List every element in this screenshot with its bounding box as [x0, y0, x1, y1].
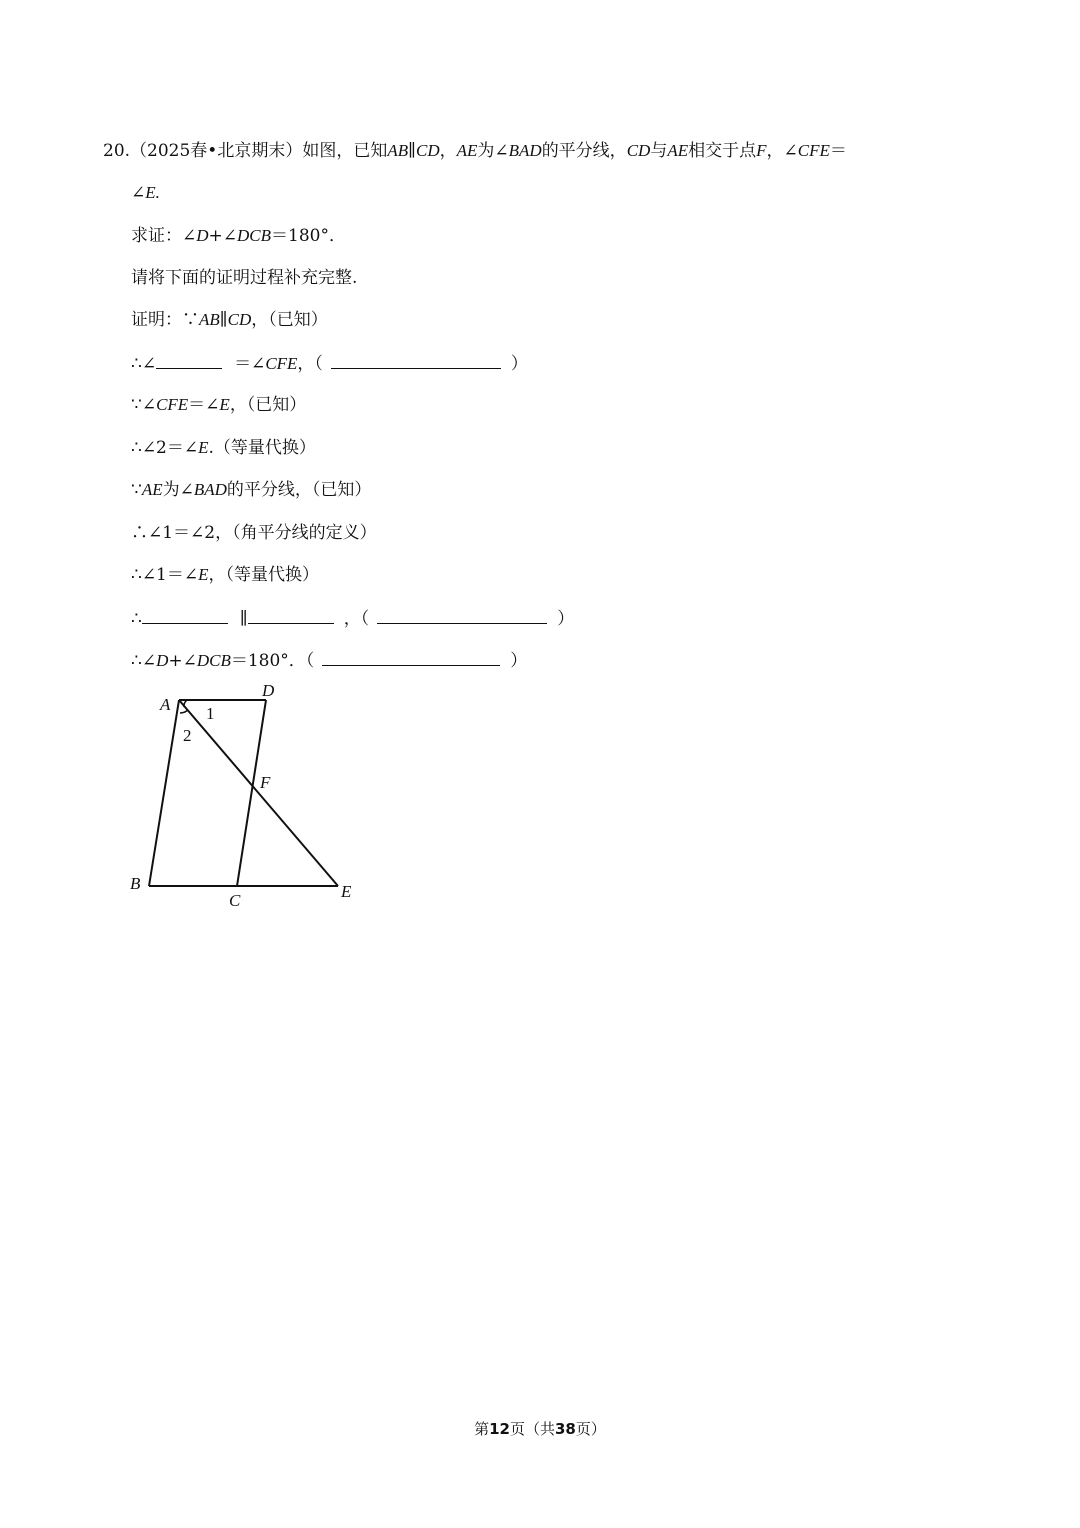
- text: ＝∠: [234, 354, 266, 374]
- text: +∠: [208, 226, 238, 246]
- total-pages: 38: [555, 1420, 576, 1438]
- angle-arc-2: [180, 710, 188, 713]
- text: ∴∠2＝∠: [131, 438, 199, 458]
- text: .（等量代换）: [208, 438, 316, 458]
- parallel-symbol: ∥: [239, 609, 248, 629]
- problem-source: （2025春•北京期末）: [130, 141, 303, 161]
- text: ＝180°．（: [230, 651, 315, 671]
- text: ∴∠: [131, 651, 157, 671]
- proof-line-2: [131, 351, 528, 376]
- text: 证明：∵: [131, 310, 199, 330]
- math: AE: [456, 141, 478, 160]
- text: +∠: [168, 651, 197, 671]
- math: AB: [387, 141, 409, 160]
- text: ）: [557, 609, 575, 629]
- label-angle-2: 2: [183, 726, 192, 745]
- answer-blank-line-2[interactable]: [248, 606, 334, 624]
- label-C: C: [229, 891, 241, 910]
- prove-statement: [131, 224, 346, 248]
- answer-blank-reason-2[interactable]: [377, 606, 547, 624]
- math: E: [219, 395, 230, 414]
- answer-blank-reason-1[interactable]: [331, 351, 501, 369]
- text: ＝: [829, 141, 847, 161]
- text: 如图，已知: [302, 141, 388, 161]
- text: 的平分线，（已知）: [226, 480, 372, 500]
- text: ，（已知）: [251, 310, 328, 330]
- page-number: 12: [489, 1420, 510, 1438]
- math: CFE: [156, 395, 189, 414]
- text: ，（等量代换）: [208, 565, 320, 585]
- text: 第: [474, 1420, 490, 1438]
- text: 为∠: [162, 480, 194, 500]
- text: ∵∠: [131, 395, 157, 415]
- page-footer: [0, 1418, 1080, 1439]
- text: ，（: [343, 609, 370, 629]
- instruction: 请将下面的证明过程补充完整.: [131, 268, 358, 288]
- math: E: [198, 565, 209, 584]
- proof-line-7: [131, 563, 319, 587]
- text: 为∠: [477, 141, 509, 161]
- label-D: D: [262, 681, 275, 700]
- text: ，: [439, 141, 457, 161]
- answer-blank-angle[interactable]: [156, 351, 222, 369]
- text: ，（已知）: [229, 395, 307, 415]
- label-B: B: [130, 874, 141, 893]
- problem-number: 20.: [103, 141, 131, 161]
- text: ，∠: [766, 141, 798, 161]
- math: F: [756, 141, 767, 160]
- label-A: A: [160, 695, 171, 714]
- math: AE: [141, 480, 163, 499]
- math: CD: [415, 141, 440, 160]
- math: D: [156, 651, 169, 670]
- text: 的平分线，: [541, 141, 627, 161]
- angle-arc-1: [184, 700, 187, 707]
- proof-line-3: [131, 393, 306, 417]
- text: ，（: [297, 354, 323, 374]
- prove-label: 求证：: [131, 226, 182, 246]
- math: DCB: [196, 651, 231, 670]
- answer-blank-reason-3[interactable]: [322, 648, 500, 666]
- text: ＝180°．: [271, 226, 346, 246]
- label-F: F: [260, 773, 271, 792]
- text: ∴: [131, 609, 142, 629]
- proof-line-4: [131, 436, 316, 460]
- math: BAD: [508, 141, 542, 160]
- math: AB∥CD: [199, 310, 252, 329]
- geometry-figure: [125, 678, 365, 913]
- text: 页）: [575, 1420, 606, 1438]
- proof-line-5: [131, 478, 371, 502]
- proof-line-8: [131, 606, 574, 631]
- math: E: [198, 438, 209, 457]
- problem-statement-line2: ∠E.: [131, 183, 160, 202]
- text: ）: [510, 354, 528, 374]
- answer-blank-line-1[interactable]: [142, 606, 228, 624]
- math: CFE: [265, 354, 298, 373]
- math: D: [196, 226, 209, 245]
- problem-statement: [103, 139, 847, 163]
- label-angle-1: 1: [206, 704, 215, 723]
- segment-AE: [179, 700, 338, 886]
- text: 页（共: [509, 1420, 555, 1438]
- segment-DC: [237, 700, 266, 886]
- parallel-symbol: ∥: [408, 141, 416, 161]
- text: ＝∠: [188, 395, 220, 415]
- math: CD: [626, 141, 651, 160]
- text: ∴∠: [131, 354, 157, 374]
- text: ∵: [131, 480, 142, 500]
- math: BAD: [193, 480, 227, 499]
- proof-line-1: [131, 308, 328, 332]
- segment-AB: [149, 700, 179, 886]
- math: CFE: [797, 141, 830, 160]
- math: DCB: [237, 226, 272, 245]
- label-E: E: [341, 882, 352, 901]
- proof-line-9: [131, 648, 527, 673]
- math: AE: [667, 141, 689, 160]
- text: ）: [510, 651, 528, 671]
- text: ∴∠1＝∠: [131, 565, 199, 585]
- proof-line-6: ∴∠1＝∠2，（角平分线的定义）: [131, 523, 377, 543]
- text: ∠: [182, 226, 197, 246]
- text: 与: [650, 141, 668, 161]
- text: 相交于点: [688, 141, 757, 161]
